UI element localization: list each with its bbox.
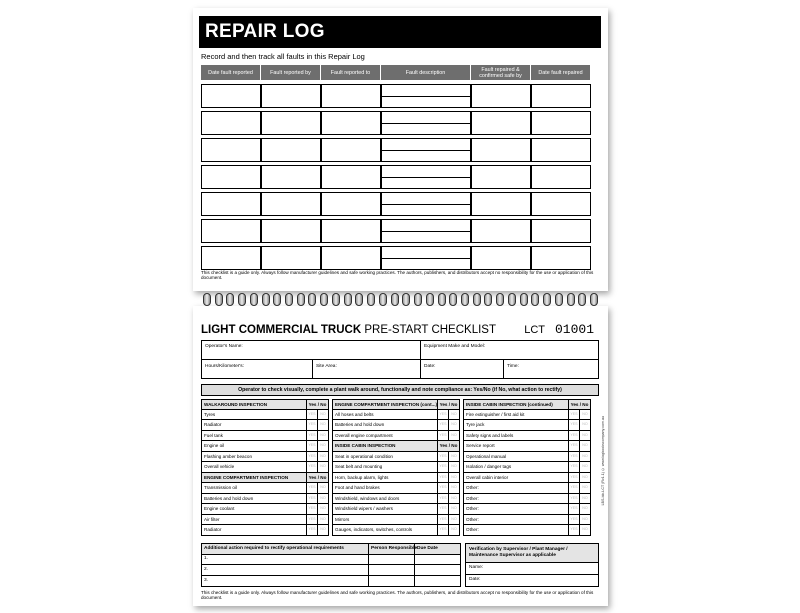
checklist-disclaimer: This checklist is a guide only. Always follow manufacturer guidelines and safe working practices. The authors, publishers, and distributors accept no responsibility for the use or application of this document. [201,590,594,600]
repair-log-cell[interactable] [531,219,591,243]
checklist-item[interactable] [332,431,460,442]
repair-log-cell[interactable] [201,219,261,243]
checklist-sheet [193,306,608,606]
checklist-item[interactable] [463,410,591,421]
section-header [201,473,329,484]
yes-checkbox[interactable]: YES [437,504,448,514]
binding-coil [262,293,270,306]
yes-checkbox[interactable]: YES [437,473,448,483]
yes-checkbox[interactable]: YES [306,420,317,430]
checklist-item[interactable] [201,483,329,494]
yes-checkbox[interactable]: YES [568,452,579,462]
yes-checkbox[interactable]: YES [306,525,317,535]
binding-coil [496,293,504,306]
checklist-item[interactable] [201,494,329,505]
yes-checkbox[interactable]: YES [568,431,579,441]
repair-log-cell[interactable] [381,219,471,243]
item-label: All hoses and belts [335,411,374,417]
binding-coil [273,293,281,306]
repair-log-cell[interactable] [261,165,321,189]
item-label: Horn, backup alarm, lights [335,474,389,480]
yes-checkbox[interactable]: YES [306,483,317,493]
no-checkbox[interactable]: NO [317,483,328,493]
repair-log-cell[interactable] [381,192,471,216]
repair-log-cell[interactable] [321,219,381,243]
no-checkbox[interactable]: NO [317,504,328,514]
yes-checkbox[interactable]: YES [568,462,579,472]
yes-no-header: Yes / No [437,400,459,409]
verification-date-label[interactable]: Date: [469,577,481,582]
repair-log-cell[interactable] [531,138,591,162]
item-label: Overall cabin interior [466,474,509,480]
repair-log-disclaimer: This checklist is a guide only. Always follow manufacturer guidelines and safe working practices. The authors, publishers, and distributors accept no responsibility for the use or application of this document. [201,270,594,280]
item-label: Air filter [204,516,220,522]
verification-name-label[interactable]: Name: [469,565,484,570]
operator-name-field[interactable] [201,340,421,360]
item-label: Windshield, windows and doors [335,495,400,501]
item-label: Fire extinguisher / first aid kit [466,411,525,417]
description-divider [382,96,470,97]
no-checkbox[interactable]: NO [317,462,328,472]
checklist-column-2 [332,399,460,536]
yes-checkbox[interactable]: YES [306,410,317,420]
checklist-item[interactable] [201,525,329,536]
yes-checkbox[interactable]: YES [306,431,317,441]
yes-checkbox[interactable]: YES [568,473,579,483]
repair-log-cell[interactable] [321,165,381,189]
no-checkbox[interactable]: NO [579,525,590,535]
description-divider [382,177,470,178]
binding-coil [402,293,410,306]
no-checkbox[interactable]: NO [579,420,590,430]
side-copyright: LBS-blc-LCT (Rv1.1) © www.logbookscompany.com.au [601,416,605,506]
date-label: Date: [424,364,436,369]
binding-coil [426,293,434,306]
repair-log-col-header: Fault reported to [321,65,380,80]
equipment-label: Equipment Make and Model: [424,344,486,349]
item-label: Overall vehicle [204,464,235,469]
item-label: Service report [466,443,495,448]
checklist-title-rest: PRE-START CHECKLIST [364,324,496,336]
time-label: Time: [507,364,519,369]
repair-log-cell[interactable] [321,138,381,162]
binding-coil [203,293,211,306]
serial-number [524,322,594,337]
item-label: Tyres [204,411,216,417]
section-header [332,441,460,452]
checklist-title-bold: LIGHT COMMERCIAL TRUCK [201,324,362,336]
section-header [332,399,460,410]
binding-coil [531,293,539,306]
checklist-title [201,324,496,336]
binding-coil [379,293,387,306]
binding-coil [320,293,328,306]
action-header: Additional action required to rectify operational requirements [204,546,344,551]
repair-log-cell[interactable] [531,165,591,189]
no-checkbox[interactable]: NO [579,431,590,441]
verification-box [465,543,599,587]
no-checkbox[interactable]: NO [317,494,328,504]
repair-log-col-header: Fault description [381,65,470,80]
item-label: Seat in operational condition [335,453,393,459]
binding-coil [449,293,457,306]
binding-coil [484,293,492,306]
no-checkbox[interactable]: NO [579,462,590,472]
item-label: Seat belt and mounting [335,464,383,469]
item-label: Radiator [204,422,222,427]
binding-coil [215,293,223,306]
binding-coil [438,293,446,306]
repair-log-cell[interactable] [261,84,321,108]
yes-checkbox[interactable]: YES [306,504,317,514]
site-area-field[interactable] [312,359,421,379]
binding-coil [461,293,469,306]
section-title: WALKAROUND INSPECTION [204,402,268,407]
binding-coil [285,293,293,306]
binding-coil [555,293,563,306]
checklist-item[interactable] [201,431,329,442]
description-divider [382,204,470,205]
section-title: INSIDE CABIN INSPECTION [335,443,396,448]
binding-coil [226,293,234,306]
checklist-item[interactable] [463,420,591,431]
no-checkbox[interactable]: NO [579,452,590,462]
item-label: Engine coolant [204,506,235,511]
no-checkbox[interactable]: NO [448,452,459,462]
yes-checkbox[interactable]: YES [437,494,448,504]
binding-coil [367,293,375,306]
yes-checkbox[interactable]: YES [437,483,448,493]
yes-checkbox[interactable]: YES [568,420,579,430]
section-title: ENGINE COMPARTMENT INSPECTION (cont...) [335,402,437,407]
repair-log-cell[interactable] [381,165,471,189]
item-label: Mirrors [335,516,350,522]
no-checkbox[interactable]: NO [317,431,328,441]
checklist-item[interactable] [463,515,591,526]
binding-coil [238,293,246,306]
checklist-item[interactable] [332,525,460,536]
no-checkbox[interactable]: NO [579,473,590,483]
no-checkbox[interactable]: NO [579,494,590,504]
yes-checkbox[interactable]: YES [437,462,448,472]
yes-checkbox[interactable]: YES [306,452,317,462]
repair-log-cell[interactable] [471,246,531,270]
item-label: Radiator [204,527,222,532]
yes-checkbox[interactable]: YES [568,441,579,451]
repair-log-cell[interactable] [201,138,261,162]
no-checkbox[interactable]: NO [317,452,328,462]
serial-value: 01001 [554,322,594,337]
item-label: Batteries and hold down [204,495,254,501]
binding-coil [414,293,422,306]
action-row-1[interactable]: 1. [204,556,209,561]
repair-log-cell[interactable] [201,192,261,216]
yes-no-header: Yes / No [437,441,459,451]
repair-log-cell[interactable] [381,138,471,162]
binding-coil [391,293,399,306]
yes-checkbox[interactable]: YES [437,515,448,525]
yes-checkbox[interactable]: YES [437,452,448,462]
binding-coil [332,293,340,306]
repair-log-cell[interactable] [201,84,261,108]
hours-label: Hours/Kilometer's: [205,364,245,369]
no-checkbox[interactable]: NO [579,504,590,514]
repair-log-cell[interactable] [381,111,471,135]
yes-checkbox[interactable]: YES [306,494,317,504]
item-label: Windshield wipers / washers [335,506,393,511]
checklist-column-3 [463,399,591,536]
no-checkbox[interactable]: NO [448,515,459,525]
no-checkbox[interactable]: NO [448,410,459,420]
yes-checkbox[interactable]: YES [437,431,448,441]
binding-coil [590,293,598,306]
item-label: Batteries and hold down [335,422,385,427]
checklist-item[interactable] [463,462,591,473]
repair-log-cell[interactable] [261,219,321,243]
item-label: Fuel tank [204,432,223,438]
item-label: Foot and hand brakes [335,485,380,490]
binding-coil [297,293,305,306]
no-checkbox[interactable]: NO [448,525,459,535]
spiral-binding [193,291,608,307]
checklist-item[interactable] [463,525,591,536]
checklist-item[interactable] [332,410,460,421]
repair-log-cell[interactable] [321,84,381,108]
yes-checkbox[interactable]: YES [306,441,317,451]
repair-log-cell[interactable] [471,192,531,216]
checklist-item[interactable] [201,504,329,515]
item-label: Engine oil [204,443,225,448]
no-checkbox[interactable]: NO [448,504,459,514]
yes-checkbox[interactable]: YES [437,410,448,420]
checklist-item[interactable] [332,473,460,484]
description-divider [382,123,470,124]
item-label: Flashing amber beacon [204,453,253,459]
repair-log-cell[interactable] [531,84,591,108]
binding-coil [473,293,481,306]
item-label: Gauges, indicators, switches, controls [335,527,413,532]
operator-name-label: Operator's Name: [205,344,243,349]
checklist-item[interactable] [332,462,460,473]
repair-log-cell[interactable] [321,192,381,216]
checklist-item[interactable] [463,441,591,452]
no-checkbox[interactable]: NO [448,494,459,504]
section-header [463,399,591,410]
yes-checkbox[interactable]: YES [568,525,579,535]
site-area-label: Site Area: [316,364,337,369]
yes-no-header: Yes / No [306,473,328,483]
binding-coil [308,293,316,306]
repair-log-cell[interactable] [381,246,471,270]
no-checkbox[interactable]: NO [448,431,459,441]
action-row-2[interactable]: 2. [204,567,209,572]
checklist-item[interactable] [332,452,460,463]
repair-log-cell[interactable] [471,138,531,162]
checklist-item[interactable] [201,441,329,452]
yes-checkbox[interactable]: YES [568,515,579,525]
checklist-item[interactable] [463,483,591,494]
item-label: Transmission oil [204,485,238,490]
no-checkbox[interactable]: NO [579,410,590,420]
no-checkbox[interactable]: NO [317,515,328,525]
repair-log-cell[interactable] [201,246,261,270]
repair-log-sheet [193,8,608,291]
item-label: Other: [466,527,479,532]
no-checkbox[interactable]: NO [317,525,328,535]
action-table [201,543,461,587]
repair-log-cell[interactable] [471,219,531,243]
checklist-item[interactable] [463,431,591,442]
checklist-item[interactable] [201,410,329,421]
item-label: Other: [466,495,479,501]
checklist-item[interactable] [332,515,460,526]
action-row-3[interactable]: 3. [204,578,209,583]
yes-checkbox[interactable]: YES [437,420,448,430]
binding-coil [344,293,352,306]
repair-log-cell[interactable] [471,84,531,108]
repair-log-title: REPAIR LOG [199,16,601,48]
repair-log-cell[interactable] [381,84,471,108]
yes-checkbox[interactable]: YES [568,483,579,493]
checklist-item[interactable] [332,504,460,515]
binding-coil [543,293,551,306]
repair-log-col-header: Fault reported by [261,65,320,80]
repair-log-cell[interactable] [261,192,321,216]
checklist-column-1 [201,399,329,536]
yes-checkbox[interactable]: YES [568,494,579,504]
no-checkbox[interactable]: NO [448,420,459,430]
checklist-item[interactable] [463,494,591,505]
person-responsible-header: Person Responsible [371,546,418,551]
no-checkbox[interactable]: NO [579,441,590,451]
checklist-item[interactable] [332,494,460,505]
repair-log-col-header: Date fault reported [201,65,260,80]
item-label: Tyre jack [466,422,485,427]
time-field[interactable] [503,359,599,379]
checklist-item[interactable] [463,473,591,484]
repair-log-cell[interactable] [321,246,381,270]
section-title: ENGINE COMPARTMENT INSPECTION [204,474,289,480]
yes-checkbox[interactable]: YES [568,504,579,514]
repair-log-col-header: Fault repaired & confirmed safe by [471,65,530,80]
repair-log-subtitle: Record and then track all faults in this Repair Log [201,52,365,61]
repair-log-cell[interactable] [321,111,381,135]
date-field[interactable] [420,359,504,379]
description-divider [382,231,470,232]
repair-log-cell[interactable] [201,111,261,135]
checklist-item[interactable] [332,420,460,431]
item-label: Isolation / danger tags [466,464,512,469]
repair-log-cell[interactable] [201,165,261,189]
yes-checkbox[interactable]: YES [306,515,317,525]
binding-coil [520,293,528,306]
section-header [201,399,329,410]
hours-field[interactable] [201,359,313,379]
checklist-item[interactable] [201,420,329,431]
repair-log-cell[interactable] [531,246,591,270]
item-label: Other: [466,506,479,511]
no-checkbox[interactable]: NO [579,483,590,493]
binding-coil [355,293,363,306]
equipment-field[interactable] [420,340,599,360]
checklist-item[interactable] [332,483,460,494]
yes-no-header: Yes / No [306,400,328,409]
binding-coil [567,293,575,306]
no-checkbox[interactable]: NO [317,420,328,430]
checklist-item[interactable] [201,452,329,463]
compliance-notice: Operator to check visually, complete a plant walk around, functionally and note compliance as: Yes/No (if No, what action to rectify) [201,384,599,396]
repair-log-cell[interactable] [471,111,531,135]
checklist-code: LCT [524,324,545,336]
no-checkbox[interactable]: NO [317,441,328,451]
repair-log-cell[interactable] [261,246,321,270]
yes-no-header: Yes / No [568,400,590,409]
verification-header: Verification by Supervisor / Plant Manager / Maintenance Supervisor as applicable [469,547,568,558]
item-label: Other: [466,485,479,490]
item-label: Safety signs and labels [466,432,514,438]
binding-coil [578,293,586,306]
repair-log-cell[interactable] [261,111,321,135]
no-checkbox[interactable]: NO [448,473,459,483]
no-checkbox[interactable]: NO [579,515,590,525]
repair-log-cell[interactable] [531,192,591,216]
item-label: Other: [466,516,479,522]
repair-log-cell[interactable] [261,138,321,162]
yes-checkbox[interactable]: YES [568,410,579,420]
no-checkbox[interactable]: NO [448,462,459,472]
description-divider [382,150,470,151]
yes-checkbox[interactable]: YES [437,525,448,535]
binding-coil [508,293,516,306]
binding-coil [250,293,258,306]
item-label: Overall engine compartment [335,432,393,438]
checklist-item[interactable] [463,504,591,515]
repair-log-col-header: Date fault repaired [531,65,590,80]
checklist-item[interactable] [463,452,591,463]
no-checkbox[interactable]: NO [317,410,328,420]
repair-log-cell[interactable] [471,165,531,189]
description-divider [382,258,470,259]
checklist-item[interactable] [201,515,329,526]
checklist-item[interactable] [201,462,329,473]
item-label: Operational manual [466,453,507,459]
due-date-header: Due Date [417,546,438,551]
section-title: INSIDE CABIN INSPECTION (continued) [466,402,553,407]
yes-checkbox[interactable]: YES [306,462,317,472]
repair-log-cell[interactable] [531,111,591,135]
no-checkbox[interactable]: NO [448,483,459,493]
